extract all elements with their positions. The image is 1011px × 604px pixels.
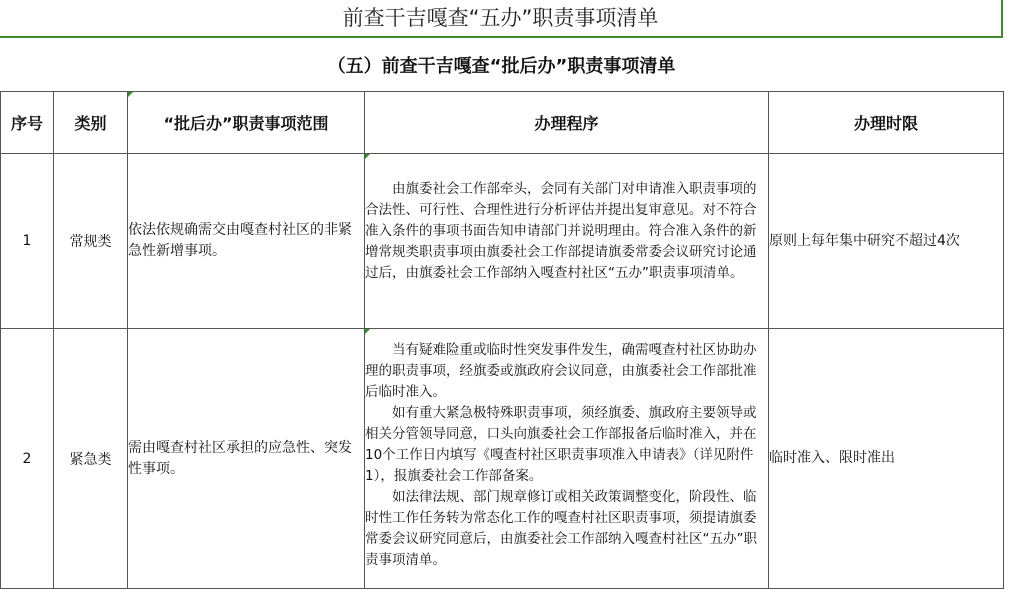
- cell-no[interactable]: 1: [1, 154, 54, 329]
- header-category[interactable]: 类别: [54, 92, 128, 154]
- header-scope[interactable]: “批后办”职责事项范围: [128, 92, 365, 154]
- table-row: [1, 154, 1004, 329]
- cell-category[interactable]: 常规类: [54, 154, 128, 329]
- cell-category[interactable]: 紧急类: [54, 329, 128, 589]
- cell-time-limit[interactable]: 临时准入、限时准出: [769, 329, 1004, 589]
- procedure-paragraph: 如法律法规、部门规章修订或相关政策调整变化，阶段性、临时性工作任务转为常态化工作的嘎查村社区职责事项，须提请旗委常委会议研究同意后，由旗委社会工作部纳入嘎查村社区“五办”职责事项清单。: [365, 489, 757, 568]
- cell-time-limit[interactable]: 原则上每年集中研究不超过4次: [769, 154, 1004, 329]
- header-time-limit[interactable]: 办理时限: [769, 92, 1004, 154]
- header-no[interactable]: 序号: [1, 92, 54, 154]
- header-row: [1, 92, 1004, 154]
- table-subtitle: （五）前查干吉嘎查“批后办”职责事项清单: [327, 56, 676, 77]
- cell-scope[interactable]: 依法依规确需交由嘎查村社区的非紧急性新增事项。: [128, 154, 365, 329]
- duties-table: [0, 91, 1004, 589]
- header-procedure[interactable]: 办理程序: [365, 92, 769, 154]
- procedure-paragraph: 当有疑难险重或临时性突发事件发生，确需嘎查村社区协助办理的职责事项，经旗委或旗政府会议同意，由旗委社会工作部批准后临时准入。: [365, 342, 757, 400]
- procedure-paragraph: 由旗委社会工作部牵头，会同有关部门对申请准入职责事项的合法性、可行性、合理性进行分析评估并提出复审意见。对不符合准入条件的事项书面告知申请部门并说明理由。符合准入条件的新增常规类职责事项由旗委社会工作部提请旗委常委会议研究讨论通过后，由旗委社会工作部纳入嘎查村社区“五办”职责事项清单。: [365, 181, 757, 281]
- cell-scope[interactable]: 需由嘎查村社区承担的应急性、突发性事项。: [128, 329, 365, 589]
- document-title: 前查干吉嘎查“五办”职责事项清单: [0, 0, 1003, 38]
- cell-no[interactable]: 2: [1, 329, 54, 589]
- cell-procedure[interactable]: [365, 329, 769, 589]
- procedure-paragraph: 如有重大紧急极特殊职责事项，须经旗委、旗政府主要领导或相关分管领导同意，口头向旗委社会工作部报备后临时准入，并在10个工作日内填写《嘎查村社区职责事项准入申请表》（详见附件1），报旗委社会工作部备案。: [365, 405, 757, 484]
- table-row: [1, 329, 1004, 589]
- cell-procedure[interactable]: [365, 154, 769, 329]
